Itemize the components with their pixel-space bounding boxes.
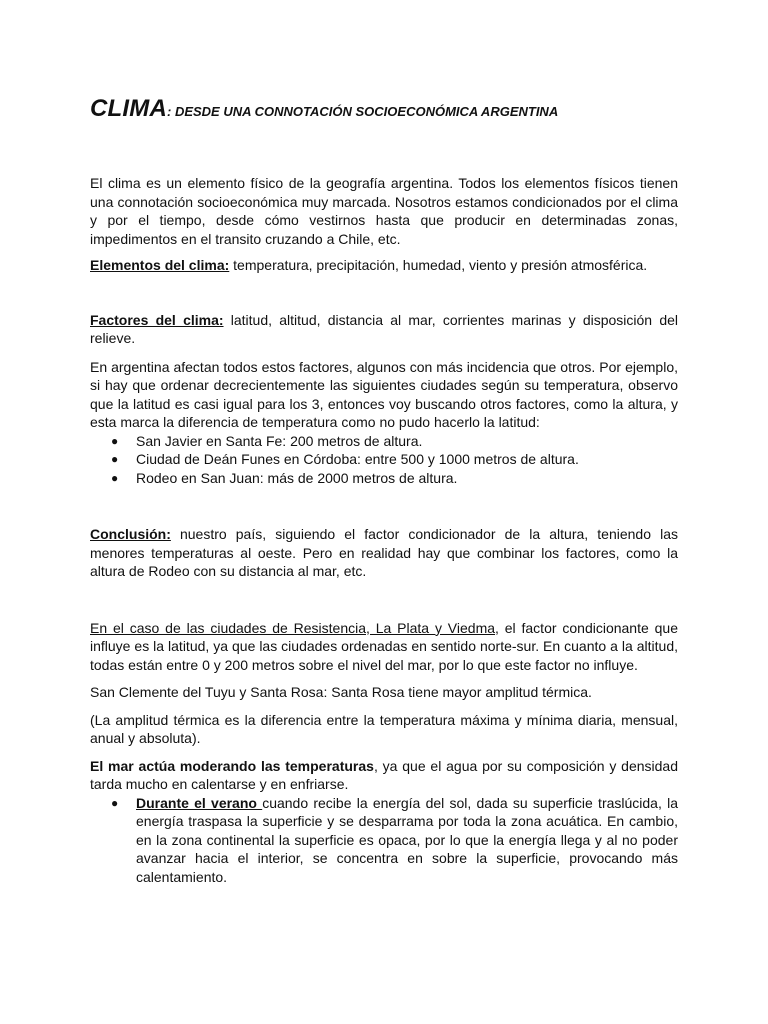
list-item xyxy=(90,469,678,488)
conclusion-paragraph xyxy=(90,525,678,581)
cities-list xyxy=(90,432,678,488)
amplitud-paragraph: (La amplitud térmica es la diferencia entre la temperatura máxima y mínima diaria, mensual, anual y absoluta). xyxy=(90,711,678,746)
list-item-text: Rodeo en San Juan: más de 2000 metros de altura. xyxy=(136,469,458,486)
list-item xyxy=(90,432,678,451)
conclusion-label: Conclusión: xyxy=(90,526,171,542)
bullet: ● xyxy=(111,433,119,448)
san-clemente-paragraph: San Clemente del Tuyu y Santa Rosa: Santa Rosa tiene mayor amplitud térmica. xyxy=(90,684,592,700)
list-item xyxy=(90,794,678,887)
caso-underlined: En el caso de las ciudades de Resistencia, La Plata y Viedma xyxy=(90,619,496,636)
bullet: ● xyxy=(111,452,119,466)
elementos-paragraph xyxy=(90,256,678,275)
factores-paragraph xyxy=(90,311,678,348)
elementos-text: temperatura, precipitación, humedad, viento y presión atmosférica. xyxy=(229,257,648,273)
verano-label: Durante el verano xyxy=(136,794,263,811)
verano-text: cuando recibe la energía del sol, dada su superficie traslúcida, la energía traspasa la superficie y se desparrama por toda la zona acuática. En cambio, en la zona continental la superficie es opaca, por lo que la energía llega y al no poder avanzar hacia el interior, se concentra en sobre la superficie, provocando más calentamiento. xyxy=(136,794,678,885)
caso-paragraph xyxy=(90,619,678,675)
list-item xyxy=(90,450,678,469)
elementos-label: Elementos del clima: xyxy=(90,257,230,273)
factores-label: Factores del clima: xyxy=(90,311,224,328)
title-colon: : xyxy=(166,104,172,119)
argentina-paragraph: En argentina afectan todos estos factores, algunos con más incidencia que otros. Por ejemplo, si hay que ordenar decrecientemente las siguientes ciudades según su temperatura, observo que la latitud es casi igual para los 3, entonces voy buscando otros factores, como la altura, y esta marca la diferencia de temperatura como no pudo hacerlo la latitud: xyxy=(90,358,678,430)
list-item-text: Ciudad de Deán Funes en Córdoba: entre 500 y 1000 metros de altura. xyxy=(136,451,579,467)
mar-text: , ya que el agua por su composición y densidad tarda mucho en calentarse y en enfriarse. xyxy=(90,757,679,792)
verano-list xyxy=(90,794,678,887)
mar-paragraph xyxy=(90,757,678,794)
caso-text: , el factor condicionante que influye es la latitud, ya que las ciudades ordenadas en sentido norte-sur. En cuanto a la altitud, todas están entre 0 y 200 metros sobre el nivel del mar, por lo que este factor no influye. xyxy=(90,619,678,673)
title-main: CLIMA xyxy=(90,95,167,122)
bullet: ● xyxy=(111,795,119,810)
page-title xyxy=(90,92,678,127)
bullet: ● xyxy=(111,470,119,485)
title-subtitle: DESDE UNA CONNOTACIÓN SOCIOECONÓMICA ARGENTINA xyxy=(171,104,559,119)
factores-text: latitud, altitud, distancia al mar, corrientes marinas y disposición del relieve. xyxy=(90,311,678,346)
intro-paragraph: El clima es un elemento físico de la geografía argentina. Todos los elementos físicos tienen una connotación socioeconómica muy marcada. Nosotros estamos condicionados por el clima y por el tiempo, desde cómo vestirnos hasta que producir en determinadas zonas, impedimentos en el transito cruzando a Chile, etc. xyxy=(90,175,678,247)
conclusion-text: nuestro país, siguiendo el factor condicionador de la altura, teniendo las menores temperaturas al oeste. Pero en realidad hay que combinar los factores, como la altura de Rodeo con su distancia al mar, etc. xyxy=(90,526,678,579)
document-body xyxy=(90,92,678,886)
mar-bold: El mar actúa moderando las temperaturas xyxy=(90,757,374,774)
list-item-text: San Javier en Santa Fe: 200 metros de altura. xyxy=(136,432,423,449)
